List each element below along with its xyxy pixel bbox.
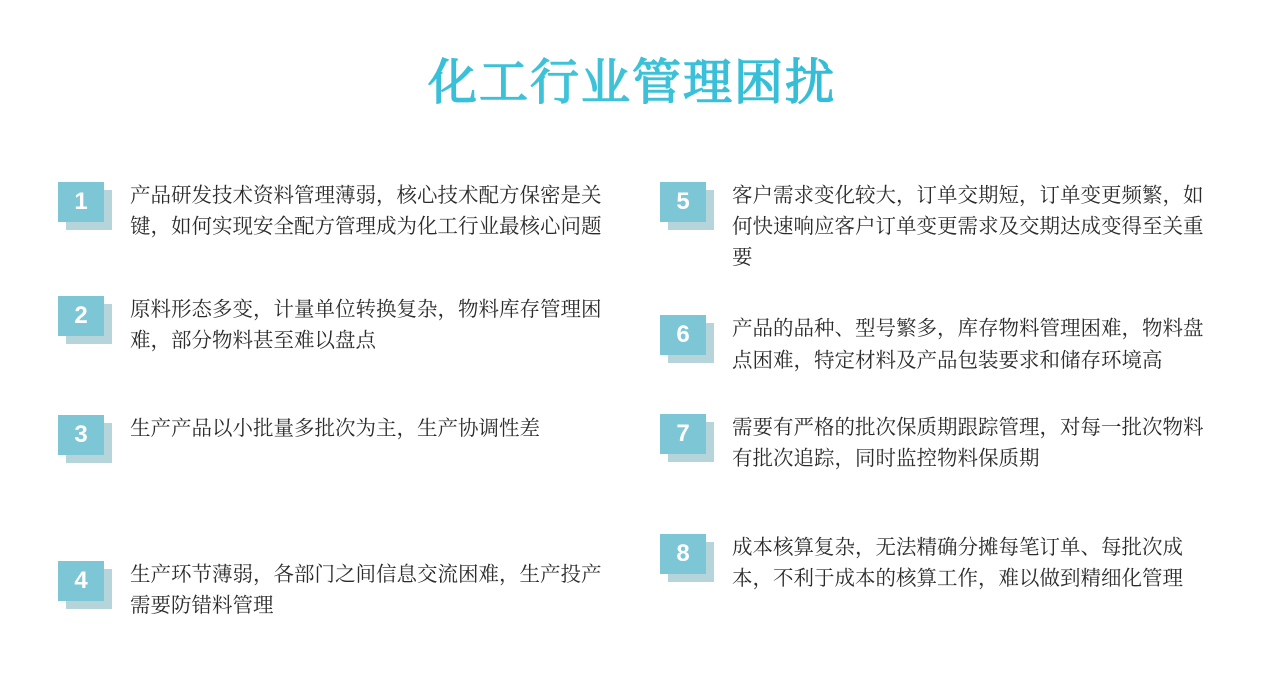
number-badge (58, 182, 112, 230)
number-badge (660, 414, 714, 462)
badge-number: 1 (58, 182, 104, 222)
badge-number: 5 (660, 182, 706, 222)
list-item (58, 413, 614, 463)
badge-number: 7 (660, 414, 706, 454)
list-item (58, 180, 614, 242)
left-column (0, 180, 632, 657)
list-item (58, 559, 614, 621)
list-item-text: 生产环节薄弱，各部门之间信息交流困难，生产投产需要防错料管理 (130, 562, 602, 617)
list-item-text: 原料形态多变，计量单位转换复杂，物料库存管理困难，部分物料甚至难以盘点 (130, 298, 602, 353)
list-item-text: 客户需求变化较大，订单交期短，订单变更频繁，如何快速响应客户订单变更需求及交期达成变得至关重要 (732, 184, 1204, 270)
list-item (660, 180, 1234, 273)
list-item-text: 生产产品以小批量多批次为主，生产协调性差 (130, 416, 540, 440)
number-badge (58, 296, 112, 344)
right-column (632, 180, 1264, 657)
badge-number: 6 (660, 315, 706, 355)
number-badge (660, 534, 714, 582)
list-item-text: 成本核算复杂，无法精确分摊每笔订单、每批次成本，不利于成本的核算工作，难以做到精细化管理 (732, 536, 1183, 591)
list-item (58, 294, 614, 356)
number-badge (660, 182, 714, 230)
number-badge (58, 415, 112, 463)
badge-number: 4 (58, 561, 104, 601)
list-item (660, 412, 1234, 474)
list-item-text: 产品的品种、型号繁多，库存物料管理困难，物料盘点困难，特定材料及产品包装要求和储存环境高 (732, 317, 1204, 372)
list-item-text: 产品研发技术资料管理薄弱，核心技术配方保密是关键，如何实现安全配方管理成为化工行业最核心问题 (130, 184, 602, 239)
content-columns (0, 180, 1264, 657)
list-item-text: 需要有严格的批次保质期跟踪管理，对每一批次物料有批次追踪，同时监控物料保质期 (732, 415, 1204, 470)
badge-number: 8 (660, 534, 706, 574)
list-item (660, 313, 1234, 375)
number-badge (660, 315, 714, 363)
badge-number: 2 (58, 296, 104, 336)
badge-number: 3 (58, 415, 104, 455)
page-title: 化工行业管理困扰 (0, 44, 1264, 114)
number-badge (58, 561, 112, 609)
list-item (660, 532, 1234, 594)
